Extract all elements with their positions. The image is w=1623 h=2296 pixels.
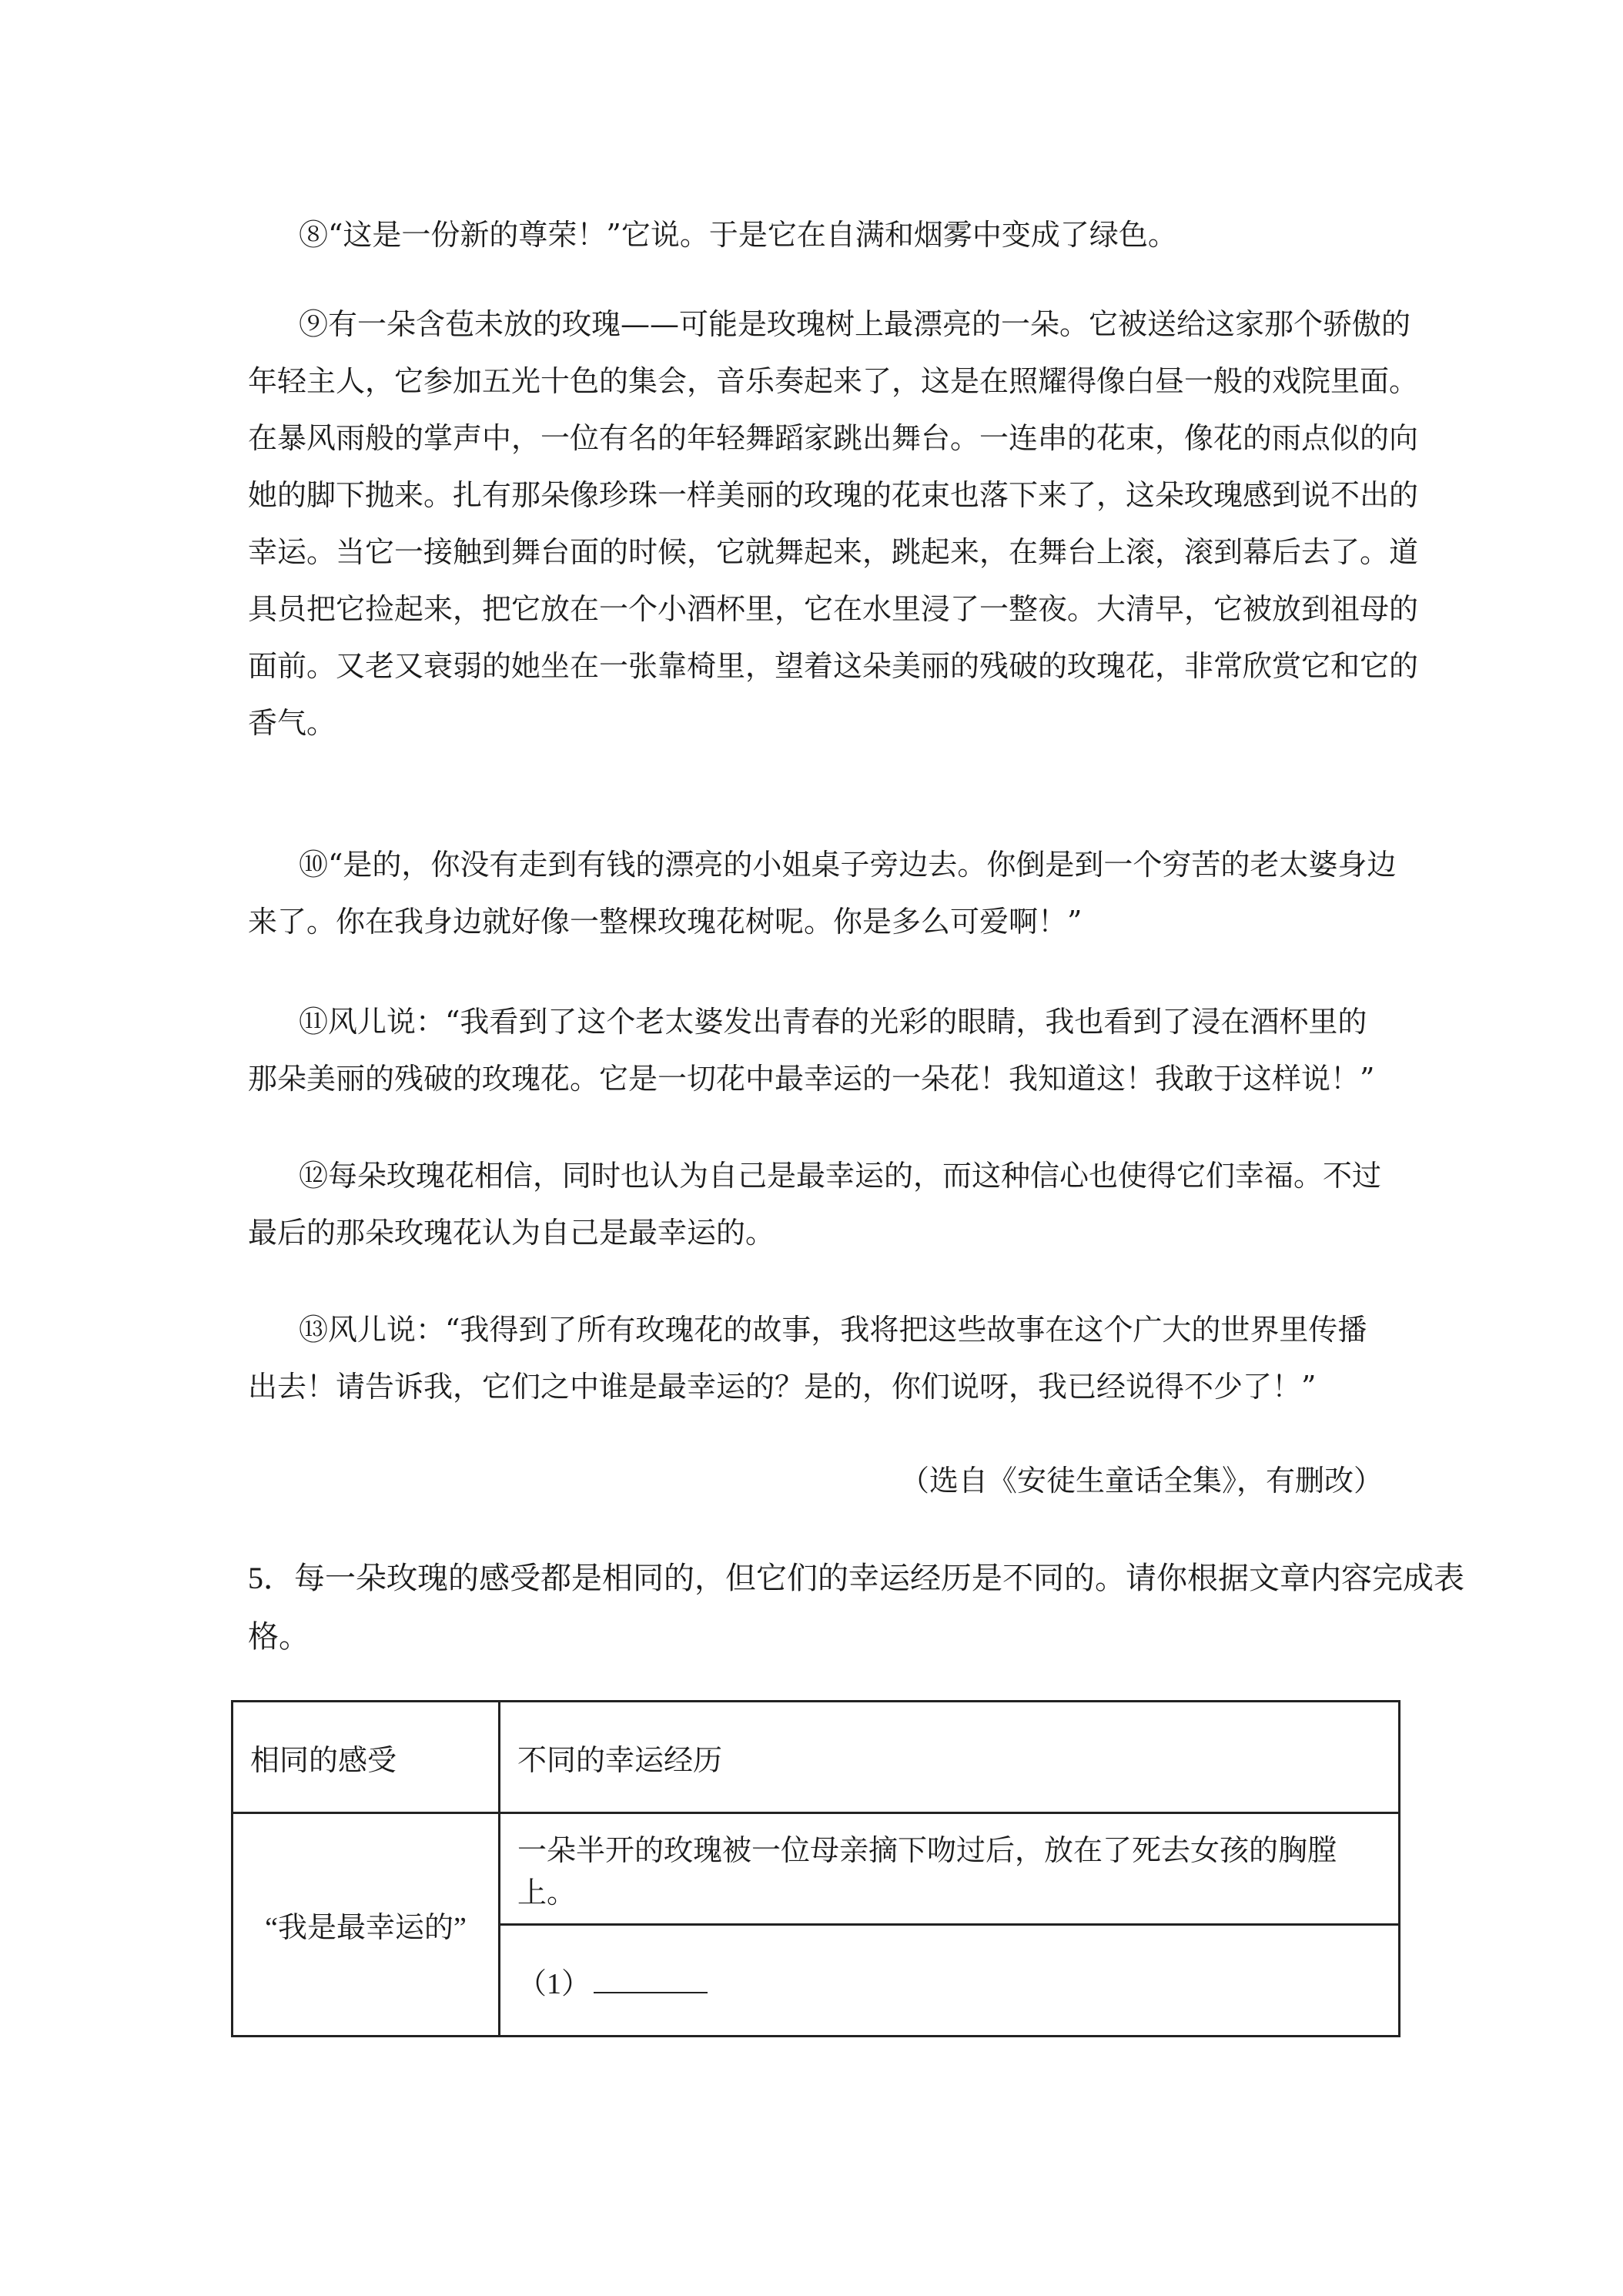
table-header-cell: 相同的感受 [233,1702,500,1813]
paragraph-9 [248,296,1419,751]
feeling-cell: “我是最幸运的” [233,1813,500,2037]
paragraph-line: 幸运。当它一接触到舞台面的时候，它就舞起来，跳起来，在舞台上滚，滚到幕后去了。道 [248,535,1419,569]
question-line: 5．每一朵玫瑰的感受都是相同的，但它们的幸运经历是不同的。请你根据文章内容完成表 [248,1561,1464,1595]
paragraph-line: ⑨有一朵含苞未放的玫瑰——可能是玫瑰树上最漂亮的一朵。它被送给这家那个骄傲的 [299,307,1411,341]
question-line: 格。 [248,1619,310,1654]
experience-cell: 一朵半开的玫瑰被一位母亲摘下吻过后，放在了死去女孩的胸膛上。 [500,1813,1400,1925]
paragraph-line: 那朵美丽的残破的玫瑰花。它是一切花中最幸运的一朵花！我知道这！我敢于这样说！” [248,1062,1375,1096]
paragraph-line: 具员把它捡起来，把它放在一个小酒杯里，它在水里浸了一整夜。大清早，它被放到祖母的 [248,592,1419,626]
paragraph-11 [248,993,1380,1107]
paragraph-line: 在暴风雨般的掌声中，一位有名的年轻舞蹈家跳出舞台。一连串的花束，像花的雨点似的向 [248,421,1419,455]
answer-table [231,1700,1400,2037]
paragraph-12 [248,1147,1380,1261]
paragraph-line: 最后的那朵玫瑰花认为自己是最幸运的。 [248,1216,775,1250]
paragraph-line: ⑪风儿说：“我看到了这个老太婆发出青春的光彩的眼睛，我也看到了浸在酒杯里的 [299,1005,1367,1039]
blank-label: （1） [517,1967,591,2000]
paragraph-line: 香气。 [248,706,336,740]
paragraph-line: 她的脚下抛来。扎有那朵像珍珠一样美丽的玫瑰的花束也落下来了，这朵玫瑰感到说不出的 [248,478,1419,512]
paragraph-line: ⑬风儿说：“我得到了所有玫瑰花的故事，我将把这些故事在这个广大的世界里传播 [299,1313,1367,1347]
paragraph-13 [248,1301,1380,1415]
paragraph-10 [248,836,1397,950]
table-row [233,1813,1400,1925]
paragraph-line: 面前。又老又衰弱的她坐在一张靠椅里，望着这朵美丽的残破的玫瑰花，非常欣赏它和它的 [248,649,1419,683]
paragraph-line: ⑧“这是一份新的尊荣！”它说。于是它在自满和烟雾中变成了绿色。 [299,218,1177,252]
table-header-cell: 不同的幸运经历 [500,1702,1400,1813]
paragraph-line: 出去！请告诉我，它们之中谁是最幸运的？是的，你们说呀，我已经说得不少了！” [248,1370,1317,1404]
paragraph-line: ⑫每朵玫瑰花相信，同时也认为自己是最幸运的，而这种信心也使得它们幸福。不过 [299,1159,1382,1193]
table-header-row [233,1702,1400,1813]
paragraph-8 [248,206,1380,263]
answer-blank[interactable] [594,1966,708,1993]
question-5 [248,1549,1464,1666]
paragraph-line: 来了。你在我身边就好像一整棵玫瑰花树呢。你是多么可爱啊！” [248,905,1083,939]
paragraph-line: ⑩“是的，你没有走到有钱的漂亮的小姐桌子旁边去。你倒是到一个穷苦的老太婆身边 [299,848,1397,882]
paragraph-line: 年轻主人，它参加五光十色的集会，音乐奏起来了，这是在照耀得像白昼一般的戏院里面。 [248,364,1419,398]
answer-cell [500,1925,1400,2037]
source-citation: （选自《安徒生童话全集》，有删改） [899,1464,1383,1498]
